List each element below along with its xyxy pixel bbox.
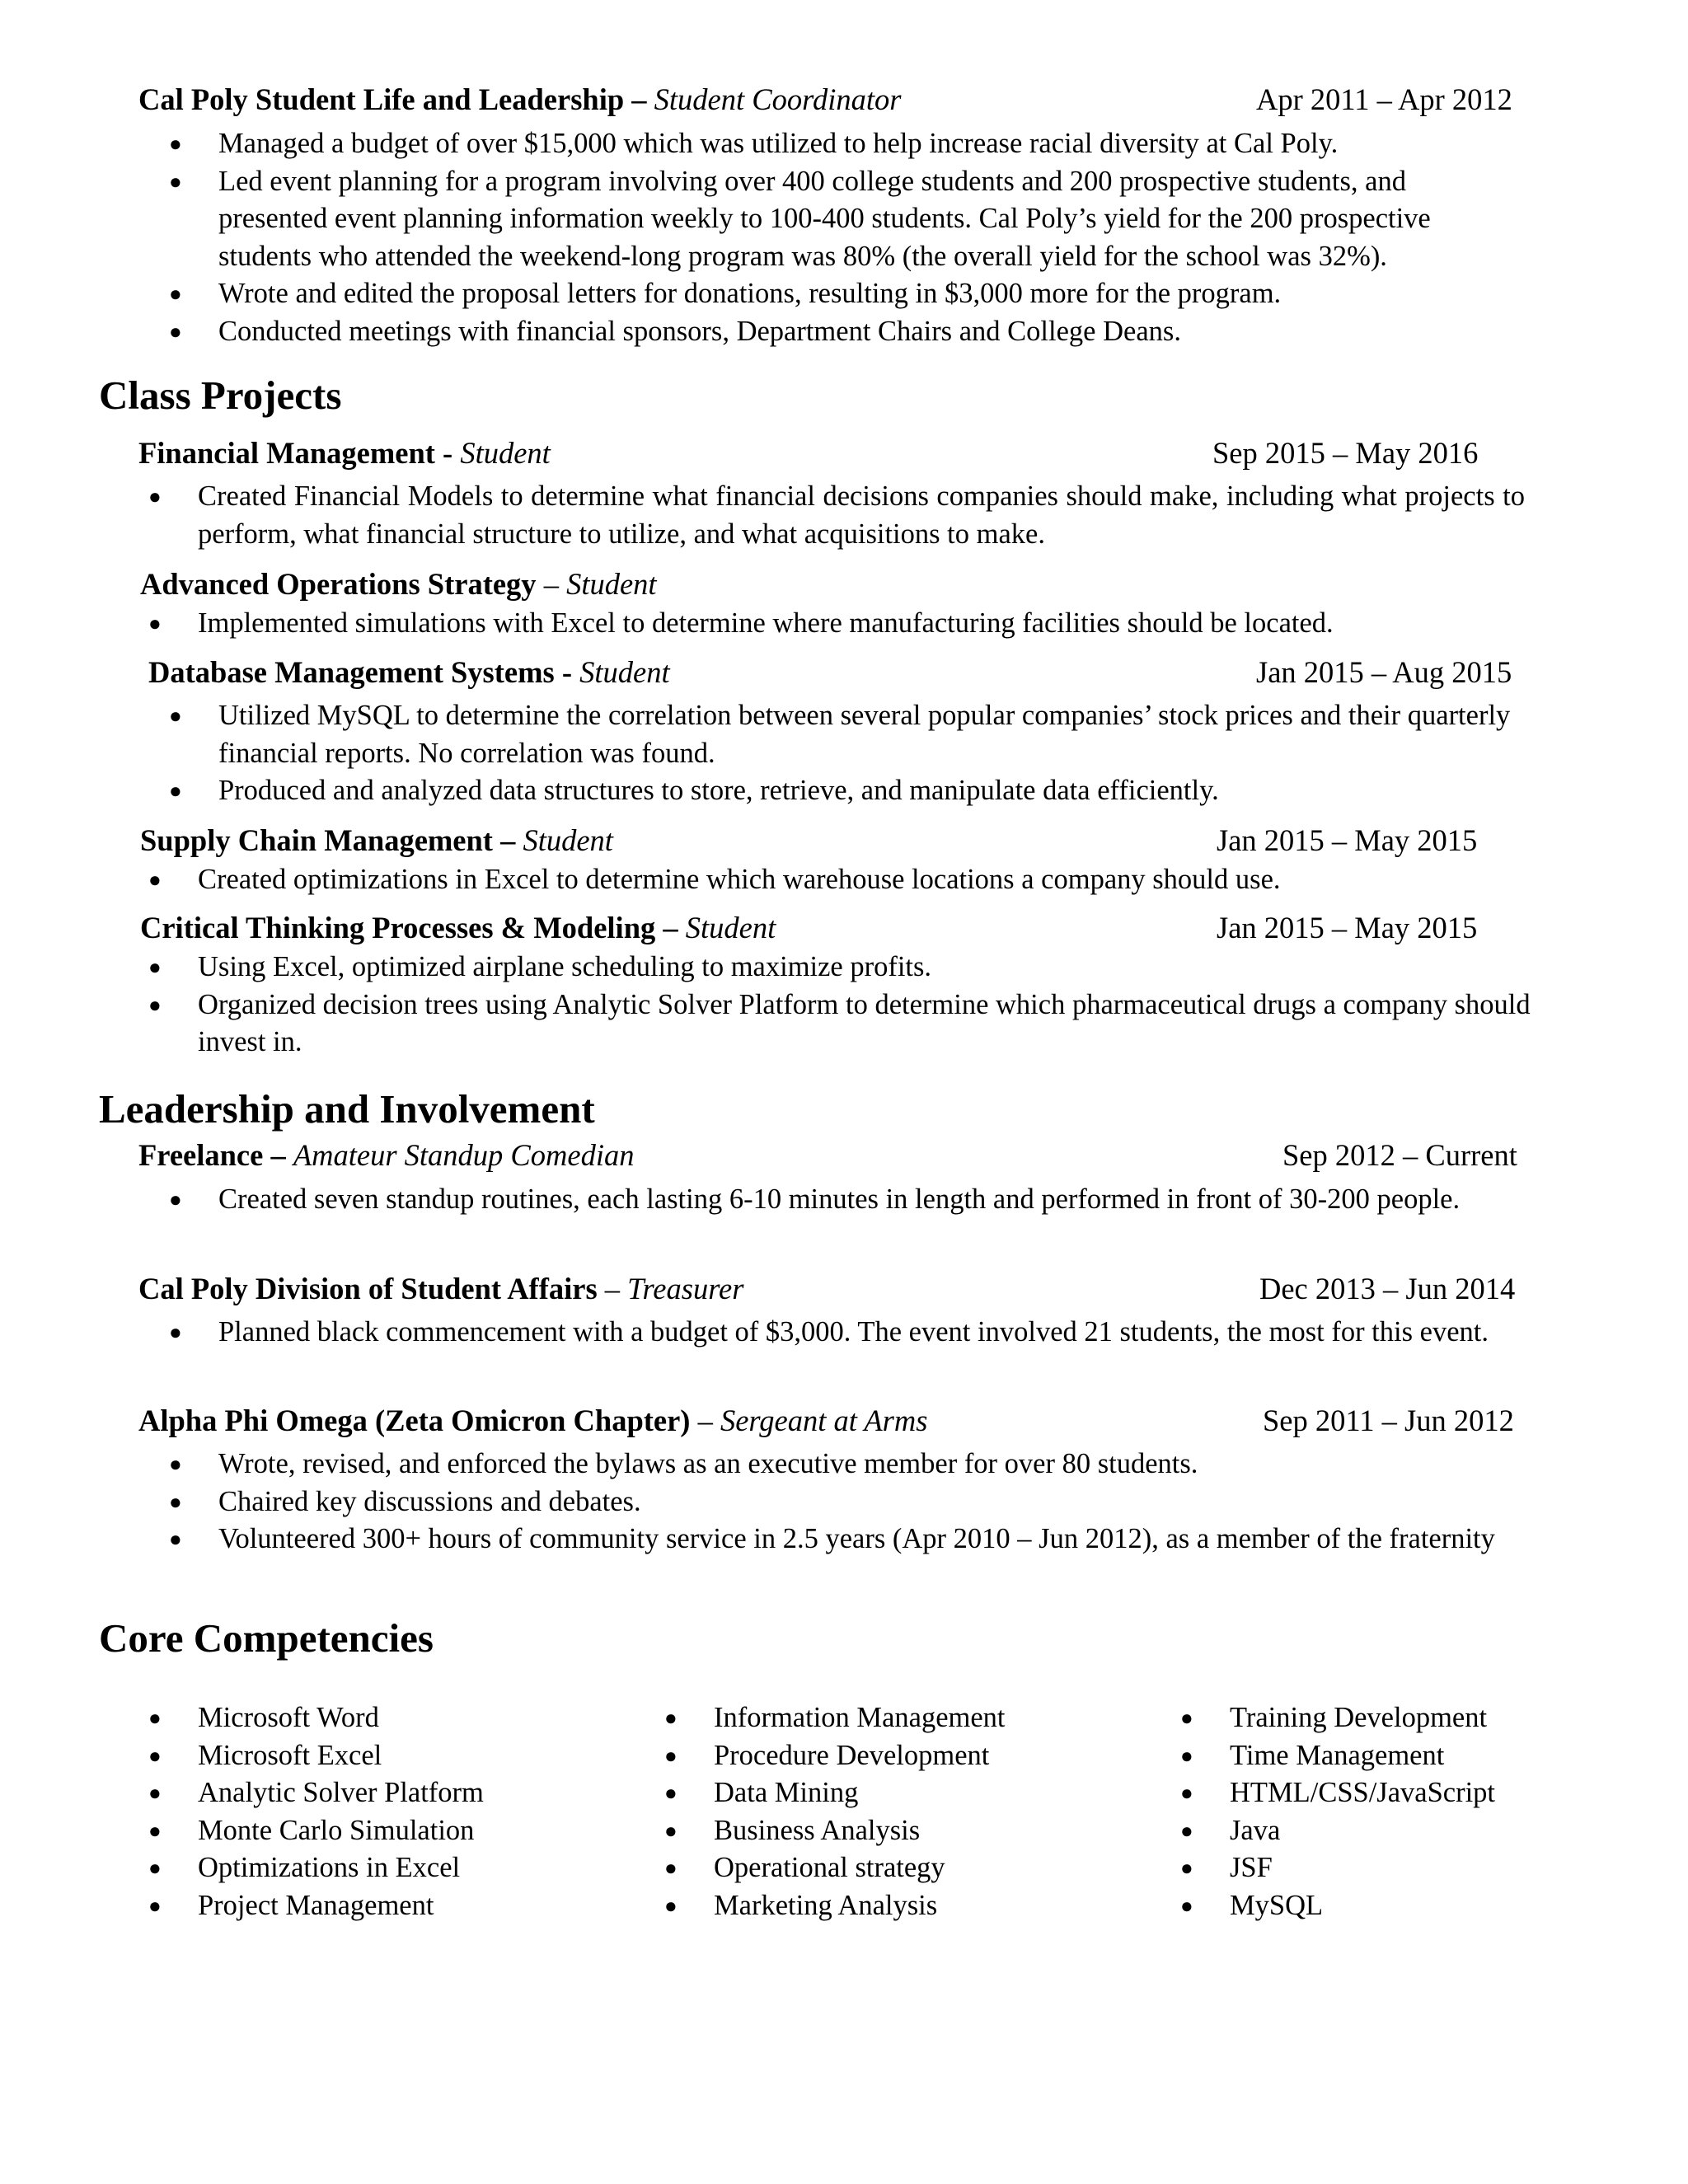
entry-role: Student: [523, 823, 613, 857]
competency-item: ● Information Management: [664, 1699, 1126, 1737]
bullet-item: ● Organized decision trees using Analytic Solver Platform to determine which pharmaceutical drugs a company should invest in.: [148, 987, 1541, 1062]
student-life-bullets: [169, 125, 1521, 350]
bullet-item: ● Utilized MySQL to determine the correlation between several popular companies’ stock prices and their quarterly financial reports. No correlation was found.: [169, 697, 1521, 772]
entry-org: Cal Poly Student Life and Leadership: [138, 82, 625, 116]
entry-sep: –: [655, 911, 686, 944]
bullet-item: ● Led event planning for a program involving over 400 college students and 200 prospective students, and presented event planning information weekly to 100-400 students. Cal Poly’s yield for the 200 prospective students who attended the weekend-long program was 80% (the overall yield for the school was 32%).: [169, 163, 1521, 276]
bullet-item: ● Produced and analyzed data structures to store, retrieve, and manipulate data efficiently.: [169, 772, 1521, 810]
entry-sep: -: [434, 436, 461, 470]
entry-freelance-header: [138, 1133, 1540, 1178]
entry-student-life-header: [138, 77, 1540, 122]
entry-org: Alpha Phi Omega (Zeta Omicron Chapter): [138, 1404, 691, 1437]
entry-ops-header: [140, 562, 1541, 607]
competency-item: ● Java: [1180, 1812, 1642, 1850]
entry-sep: –: [690, 1404, 720, 1437]
bullet-item: ● Created Financial Models to determine what financial decisions companies should make, including what projects to perform, what financial structure to utilize, and what acquisitions to make.: [148, 478, 1525, 553]
freelance-bullets: [169, 1181, 1496, 1219]
competency-item: ● Project Management: [148, 1887, 610, 1925]
entry-role: Student: [566, 567, 657, 601]
entry-dates: Jan 2015 – May 2015: [1217, 911, 1478, 944]
bullet-item: ● Created optimizations in Excel to determine which warehouse locations a company should use.: [148, 861, 1525, 899]
entry-org: Financial Management: [138, 436, 435, 470]
entry-dates: Apr 2011 – Apr 2012: [1256, 82, 1512, 116]
competency-item: ● Time Management: [1180, 1737, 1642, 1775]
entry-financial-header: [138, 431, 1540, 476]
competencies-column-1: [148, 1699, 610, 1924]
entry-org: Cal Poly Division of Student Affairs: [138, 1272, 598, 1305]
entry-role: Student: [460, 436, 551, 470]
entry-affairs-header: [138, 1267, 1540, 1311]
entry-apo-header: [138, 1399, 1540, 1443]
competency-item: ● Microsoft Excel: [148, 1737, 610, 1775]
entry-sep: –: [597, 1272, 628, 1305]
apo-bullets: [169, 1446, 1521, 1558]
entry-role: Student: [685, 911, 776, 944]
section-title-class-projects: Class Projects: [99, 373, 342, 418]
entry-org: Freelance: [138, 1138, 264, 1172]
entry-sep: –: [492, 823, 523, 857]
entry-supply-header: [140, 818, 1541, 863]
bullet-item: ● Managed a budget of over $15,000 which was utilized to help increase racial diversity at Cal Poly.: [169, 125, 1521, 163]
entry-role: Amateur Standup Comedian: [293, 1138, 635, 1172]
critical-bullets: [148, 949, 1541, 1062]
competency-item: ● Monte Carlo Simulation: [148, 1812, 610, 1850]
competency-item: ● MySQL: [1180, 1887, 1642, 1925]
competency-item: ● Procedure Development: [664, 1737, 1126, 1775]
ops-bullets: [148, 605, 1525, 643]
financial-bullets: [148, 478, 1525, 553]
bullet-item: ● Conducted meetings with financial sponsors, Department Chairs and College Deans.: [169, 313, 1521, 351]
competency-item: ● Microsoft Word: [148, 1699, 610, 1737]
competency-item: ● Optimizations in Excel: [148, 1849, 610, 1887]
entry-role: Treasurer: [627, 1272, 744, 1305]
dbms-bullets: [169, 697, 1521, 810]
supply-bullets: [148, 861, 1525, 899]
entry-role: Student Coordinator: [654, 82, 902, 116]
entry-dates: Sep 2015 – May 2016: [1212, 436, 1479, 470]
entry-sep: –: [263, 1138, 293, 1172]
entry-dates: Dec 2013 – Jun 2014: [1259, 1272, 1516, 1305]
bullet-item: ● Planned black commencement with a budget of $3,000. The event involved 21 students, the most for this event.: [169, 1314, 1521, 1352]
competencies-column-3: [1180, 1699, 1642, 1924]
entry-sep: –: [624, 82, 654, 116]
entry-org: Critical Thinking Processes & Modeling: [140, 911, 656, 944]
bullet-item: ● Implemented simulations with Excel to determine where manufacturing facilities should be located.: [148, 605, 1525, 643]
section-title-leadership: Leadership and Involvement: [99, 1086, 595, 1132]
entry-role: Sergeant at Arms: [720, 1404, 928, 1437]
competency-item: ● Training Development: [1180, 1699, 1642, 1737]
bullet-item: ● Chaired key discussions and debates.: [169, 1483, 1521, 1521]
entry-org: Advanced Operations Strategy: [140, 567, 537, 601]
entry-sep: –: [536, 567, 567, 601]
entry-role: Student: [579, 655, 670, 689]
bullet-item: ● Using Excel, optimized airplane scheduling to maximize profits.: [148, 949, 1541, 987]
entry-org: Database Management Systems: [148, 655, 555, 689]
competency-item: ● Analytic Solver Platform: [148, 1774, 610, 1812]
entry-sep: -: [554, 655, 580, 689]
competencies-column-2: [664, 1699, 1126, 1924]
entry-dates: Jan 2015 – May 2015: [1217, 823, 1478, 857]
entry-dates: Jan 2015 – Aug 2015: [1256, 655, 1512, 689]
competency-item: ● Marketing Analysis: [664, 1887, 1126, 1925]
bullet-item: ● Created seven standup routines, each lasting 6-10 minutes in length and performed in front of 30-200 people.: [169, 1181, 1496, 1219]
entry-dates: Sep 2012 – Current: [1282, 1138, 1517, 1172]
entry-dates: Sep 2011 – Jun 2012: [1263, 1404, 1514, 1437]
bullet-item: ● Volunteered 300+ hours of community service in 2.5 years (Apr 2010 – Jun 2012), as a member of the fraternity: [169, 1521, 1521, 1558]
entry-critical-header: [140, 906, 1541, 950]
bullet-item: ● Wrote and edited the proposal letters for donations, resulting in $3,000 more for the program.: [169, 275, 1521, 313]
competency-item: ● Operational strategy: [664, 1849, 1126, 1887]
competency-item: ● HTML/CSS/JavaScript: [1180, 1774, 1642, 1812]
competency-item: ● Business Analysis: [664, 1812, 1126, 1850]
bullet-item: ● Wrote, revised, and enforced the bylaws as an executive member for over 80 students.: [169, 1446, 1521, 1483]
entry-org: Supply Chain Management: [140, 823, 493, 857]
competency-item: ● Data Mining: [664, 1774, 1126, 1812]
competency-item: ● JSF: [1180, 1849, 1642, 1887]
section-title-competencies: Core Competencies: [99, 1615, 434, 1661]
affairs-bullets: [169, 1314, 1521, 1352]
entry-dbms-header: [148, 650, 1550, 695]
